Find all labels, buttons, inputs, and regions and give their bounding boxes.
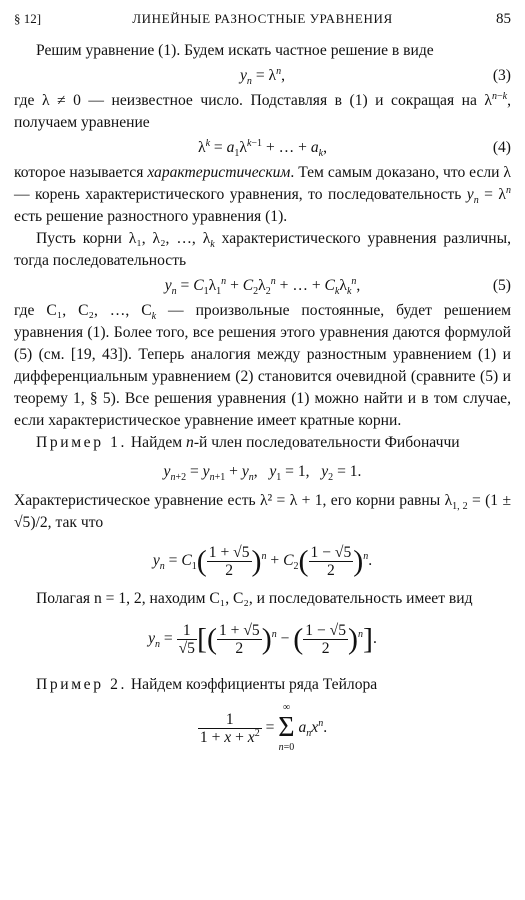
page-number: 85 xyxy=(496,11,511,27)
paragraph-1: Решим уравнение (1). Будем искать частное решение в виде xyxy=(36,42,434,59)
general-solution xyxy=(14,534,511,588)
equation-number: (3) xyxy=(492,67,511,84)
formula: $\lambda^k = a_1\lambda^{k-1}$ + … + $a_k$, xyxy=(198,137,327,160)
paragraph-7: Полагая n = 1, 2, находим C₁, C₂, и последовательность имеет вид xyxy=(36,590,473,607)
equation-number: (5) xyxy=(492,277,511,294)
running-title: ЛИНЕЙНЫЕ РАЗНОСТНЫЕ УРАВНЕНИЯ xyxy=(132,11,393,26)
example-1: Пример 1. Найдем n-й член последовательности Фибоначчи xyxy=(36,434,460,451)
formula: $y_n = \lambda^n$, xyxy=(240,65,285,88)
fibonacci-recurrence xyxy=(14,454,511,490)
formula: $y_n = C_1\lambda_1^n + C_2\lambda_2^n$ + … + $C_k\lambda_k^n$, xyxy=(164,275,361,298)
formula: $y_n = C_1$( $\frac{1 + √5}{2}$ )$^n + C_2$( $\frac{1 - √5}{2}$ )$^n$. xyxy=(152,543,373,579)
equation-4 xyxy=(14,134,511,162)
paragraph-5: где C₁, C₂, …, $C_k$ — произвольные постоянные, будет решением уравнения (1). Более того, все решения этого уравнения даются формулой (5) (см. [19, 43]). Теперь аналогия между разностным уравнением (1) и дифференциальным уравнением (2) становится очевидной (сравните (5) и теорему 1, § 5). Все решения уравнения (1) можно найти и в том случае, если характеристическое уравнение имеет кратные корни. xyxy=(14,302,511,429)
paragraph-3: которое называется характеристическим. Тем самым доказано, что если λ — корень характеристического уравнения, то последовательность $y_n = \lambda^n$ есть решение разностного уравнения (1). xyxy=(14,164,511,225)
equation-3 xyxy=(14,62,511,90)
paragraph-2: где λ ≠ 0 — неизвестное число. Подставляя в (1) и сокращая на $\lambda^{n-k}$, получаем уравнение xyxy=(14,90,511,131)
equation-5 xyxy=(14,272,511,300)
formula: $\frac{1}{1 + x + x^2}$ = ∞ Σ n=0 $a_nx^n$. xyxy=(199,702,328,754)
paragraph-6: Характеристическое уравнение есть λ² = λ + 1, его корни равны $\lambda_{1, 2} = (1 \pm √5)/2$, так что xyxy=(14,492,512,531)
page-body xyxy=(14,40,511,760)
binet-formula xyxy=(14,610,511,668)
taylor-series xyxy=(14,696,511,760)
paragraph-4: Пусть корни λ₁, λ₂, …, $\lambda_k$ характеристического уравнения различны, тогда последовательность xyxy=(14,230,511,269)
example-2: Пример 2. Найдем коэффициенты ряда Тейлора xyxy=(36,676,378,693)
running-header xyxy=(14,8,511,28)
section-mark: § 12] xyxy=(14,11,42,26)
formula: $y_n$ = $\frac{1}{√5}$ [( $\frac{1 + √5}{2}$ )$^n$ − ( $\frac{1 - √5}{2}$ )$^n$]. xyxy=(148,621,377,657)
equation-number: (4) xyxy=(492,139,511,156)
formula: $y_{n+2} = y_{n+1} + y_n$, $y_1 = 1$, $y_2 = 1$. xyxy=(163,463,362,484)
